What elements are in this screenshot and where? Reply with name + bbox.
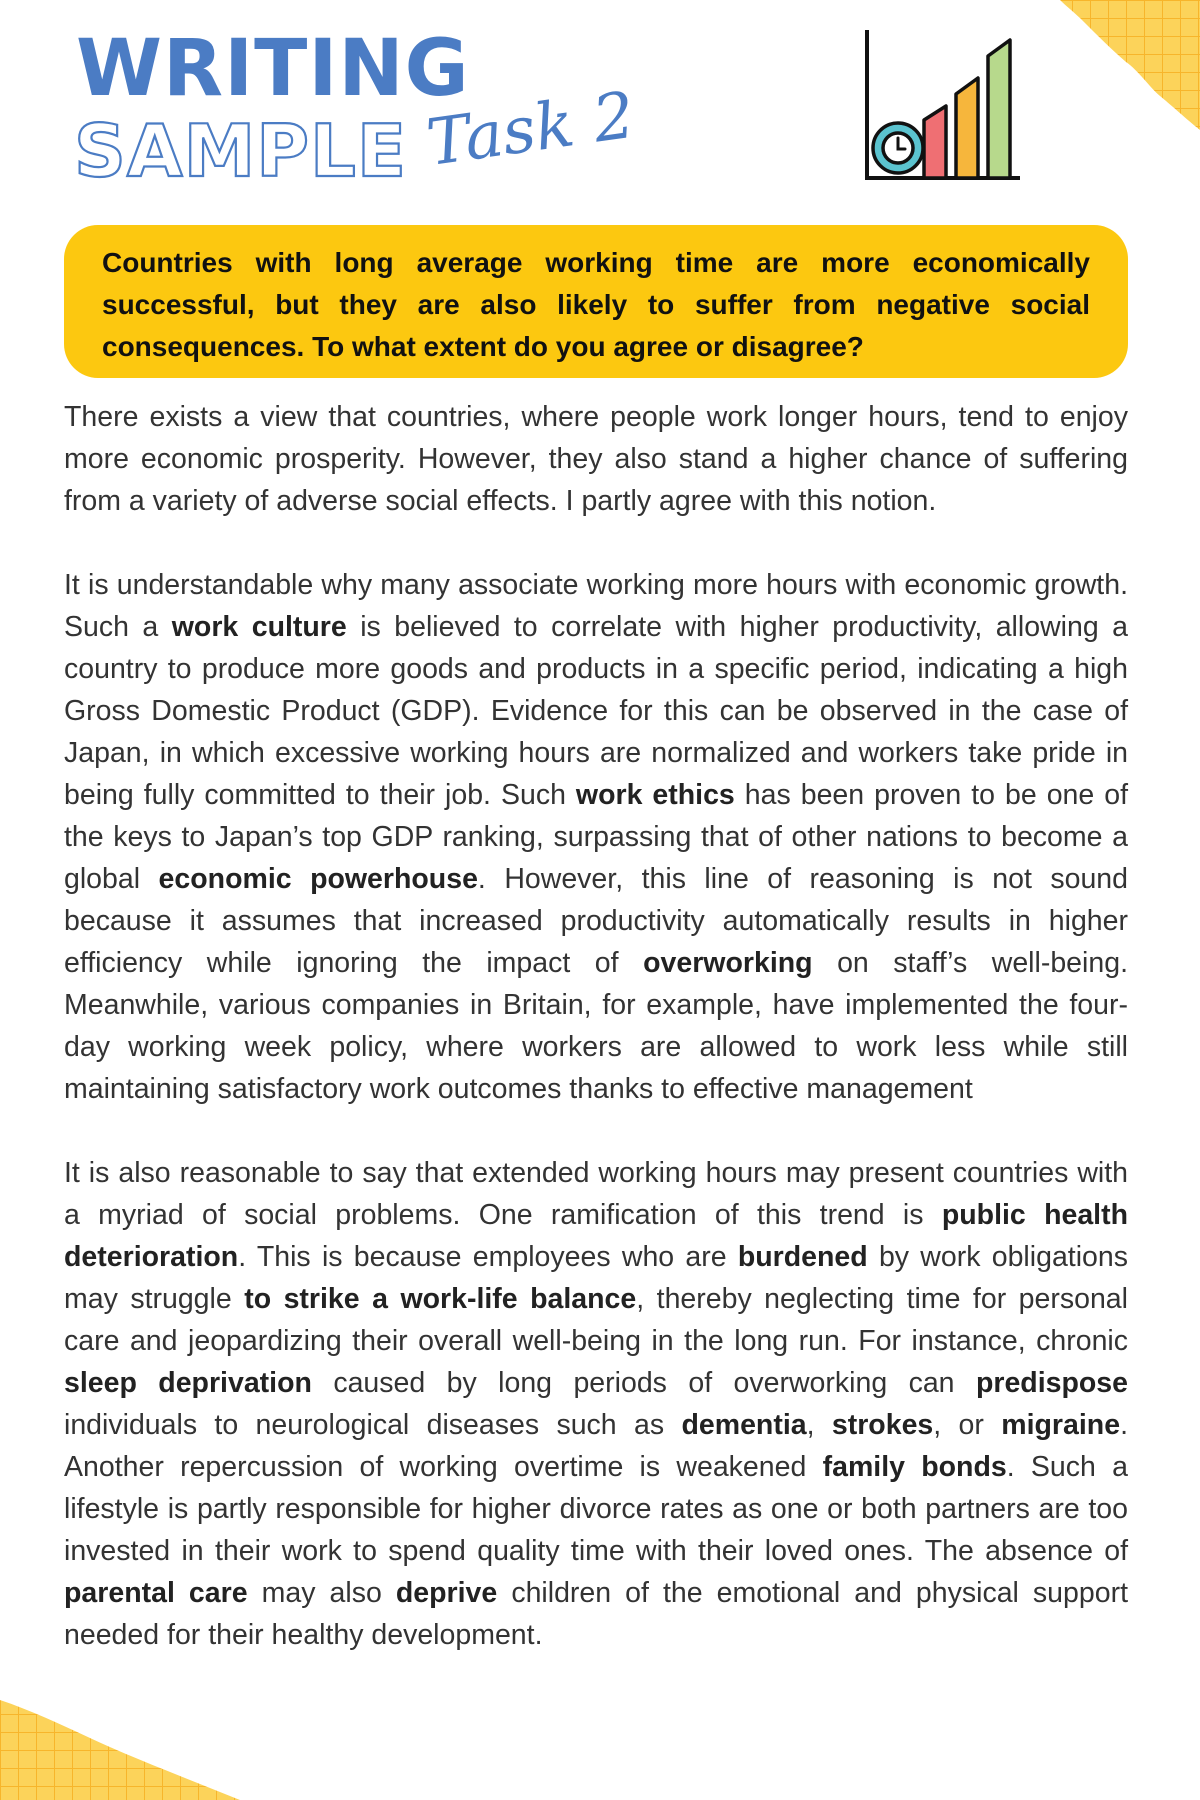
key-phrase: to strike a work-life balance xyxy=(244,1283,637,1315)
title-sample: SAMPLE xyxy=(74,109,408,193)
paragraph-text: . Another repercussion of working overtime is weakened xyxy=(64,1409,1128,1483)
paragraph-text: There exists a view that countries, where people work longer hours, tend to enjoy more economic prosperity. However, they also stand a higher chance of suffering from a variety of adverse social effects. I partly agree with this notion. xyxy=(64,401,1128,517)
key-phrase: burdened xyxy=(737,1241,868,1273)
paragraph-text: It is also reasonable to say that extended working hours may present countries with a myriad of social problems. One ramification of this trend is xyxy=(64,1157,1128,1231)
paragraph-text: is believed to correlate with higher productivity, allowing a country to produce more goods and products in a specific period, indicating a high Gross Domestic Product (GDP). Evidence for this can be observed in the case of Japan, in which excessive working hours are normalized and workers take pride in being fully committed to their job. Such xyxy=(64,611,1128,811)
essay-body xyxy=(64,396,1128,1698)
paragraph-text: , thereby neglecting time for personal care and jeopardizing their overall well-being in the long run. For instance, chronic xyxy=(64,1283,1128,1357)
paragraph-text: has been proven to be one of the keys to Japan’s top GDP ranking, surpassing that of other nations to become a global xyxy=(64,779,1128,895)
paragraph-text: individuals to neurological diseases such as xyxy=(64,1409,682,1441)
prompt-text: Countries with long average working time are more economically successful, but they are also likely to suffer from negative social consequences. To what extent do you agree or disagree? xyxy=(102,247,1090,362)
key-phrase: family bonds xyxy=(822,1451,1007,1483)
paragraph-text: on staff’s well-being. Meanwhile, various companies in Britain, for example, have implemented the four-day working week policy, where workers are allowed to work less while still maintaining satisfactory work outcomes thanks to effective management xyxy=(64,947,1128,1105)
essay-paragraph xyxy=(64,564,1128,1110)
title-writing: WRITING xyxy=(76,24,470,114)
key-phrase: public health deterioration xyxy=(64,1199,1128,1273)
key-phrase: deprive xyxy=(395,1577,498,1609)
paragraph-text: children of the emotional and physical support needed for their healthy development. xyxy=(64,1577,1128,1651)
paragraph-text: . Such a lifestyle is partly responsible for higher divorce rates as one or both partners are too invested in their work to spend quality time with their loved ones. The absence of xyxy=(64,1451,1128,1567)
key-phrase: dementia xyxy=(681,1409,807,1441)
paragraph-text: caused by long periods of overworking can xyxy=(311,1367,976,1399)
key-phrase: migraine xyxy=(1001,1409,1121,1441)
paragraph-text: by work obligations may struggle xyxy=(64,1241,1128,1315)
key-phrase: work ethics xyxy=(575,779,735,811)
paragraph-text: It is understandable why many associate working more hours with economic growth. Such a xyxy=(64,569,1128,643)
corner-decoration-top-right xyxy=(1000,0,1200,150)
essay-paragraph xyxy=(64,396,1128,522)
key-phrase: parental care xyxy=(64,1577,248,1609)
key-phrase: overworking xyxy=(643,947,813,979)
paragraph-text: , or xyxy=(933,1409,1002,1441)
prompt-box xyxy=(64,225,1128,378)
paragraph-text: . However, this line of reasoning is not sound because it assumes that increased productivity automatically results in higher efficiency while ignoring the impact of xyxy=(64,863,1128,979)
bar-chart-clock-icon xyxy=(860,26,1020,186)
key-phrase: predispose xyxy=(975,1367,1128,1399)
paragraph-text: may also xyxy=(247,1577,396,1609)
key-phrase: sleep deprivation xyxy=(64,1367,312,1399)
key-phrase: work culture xyxy=(171,611,347,643)
key-phrase: economic powerhouse xyxy=(158,863,478,895)
key-phrase: strokes xyxy=(831,1409,934,1441)
essay-paragraph xyxy=(64,1152,1128,1656)
title-task: Task 2 xyxy=(422,78,640,181)
paragraph-text: , xyxy=(806,1409,832,1441)
paragraph-text: . This is because employees who are xyxy=(238,1241,738,1273)
